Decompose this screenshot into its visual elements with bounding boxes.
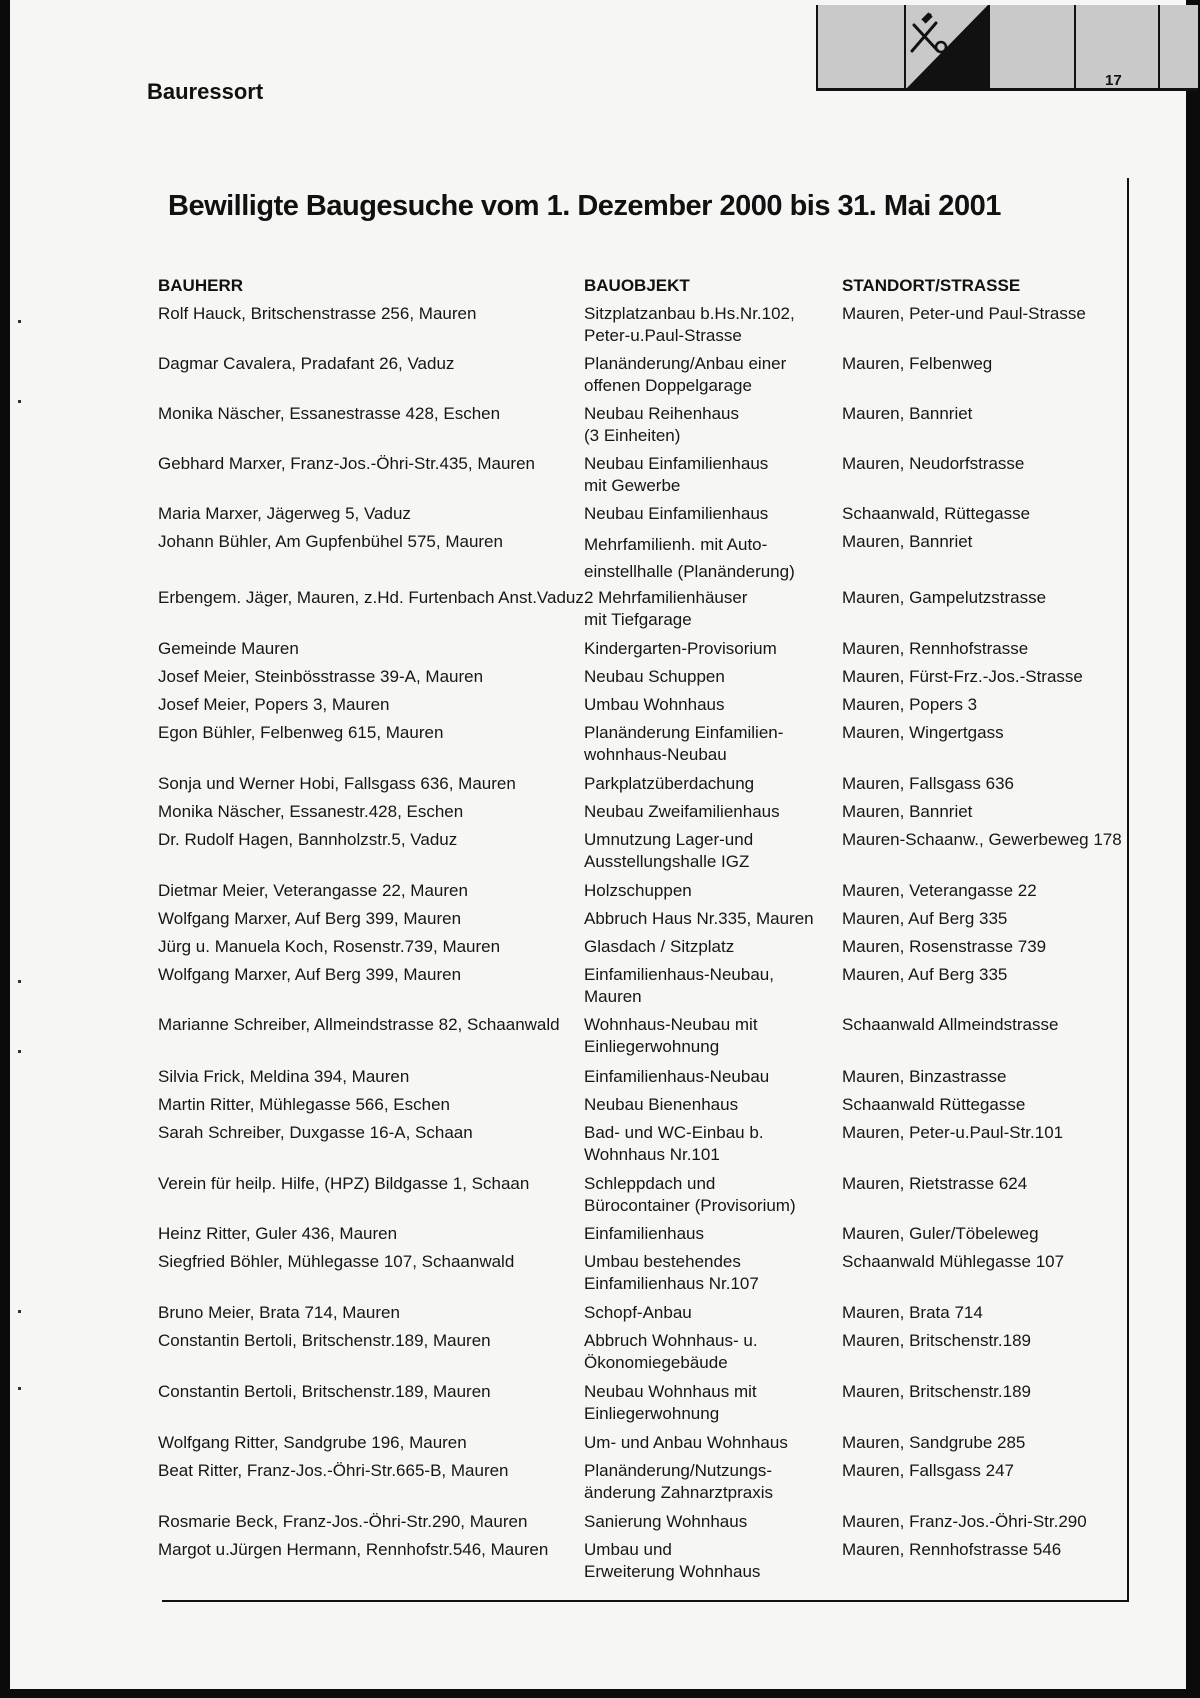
standort-cell: Mauren, Fallsgass 636	[842, 774, 1014, 793]
standort-cell: Mauren, Gampelutzstrasse	[842, 588, 1047, 607]
bauobjekt-cell: 2 Mehrfamilienhäuser mit Tiefgarage	[584, 588, 748, 629]
bauherr-cell: Constantin Bertoli, Britschenstr.189, Mauren	[158, 1331, 491, 1350]
bauobjekt-cell: Sitzplatzanbau b.Hs.Nr.102, Peter-u.Paul-Strasse	[584, 304, 795, 345]
bauobjekt-cell: Umbau und Erweiterung Wohnhaus	[584, 1540, 761, 1581]
bauherr-cell: Wolfgang Marxer, Auf Berg 399, Mauren	[158, 965, 462, 984]
page-number: 17	[1105, 72, 1122, 89]
standort-cell: Mauren, Felbenweg	[842, 354, 993, 373]
standort-cell: Mauren, Binzastrasse	[842, 1067, 1007, 1086]
standort-cell: Mauren, Rennhofstrasse	[842, 639, 1029, 658]
standort-cell: Mauren, Bannriet	[842, 404, 973, 423]
bauobjekt-cell: Kindergarten-Provisorium	[584, 639, 777, 658]
standort-cell: Schaanwald Rüttegasse	[842, 1095, 1026, 1114]
bauobjekt-cell: Bad- und WC-Einbau b. Wohnhaus Nr.101	[584, 1123, 764, 1164]
bauobjekt-cell: Abbruch Wohnhaus- u. Ökonomiegebäude	[584, 1331, 758, 1372]
bauherr-cell: Erbengem. Jäger, Mauren, z.Hd. Furtenbach Anst.Vaduz	[158, 588, 584, 607]
bauobjekt-cell: Holzschuppen	[584, 881, 692, 900]
bauobjekt-cell: Einfamilienhaus-Neubau	[584, 1067, 770, 1086]
scan-speck	[18, 1310, 21, 1313]
header-tab-strip	[816, 5, 1198, 91]
standort-cell: Mauren, Auf Berg 335	[842, 909, 1008, 928]
bauherr-cell: Sonja und Werner Hobi, Fallsgass 636, Mauren	[158, 774, 516, 793]
bauobjekt-cell: Parkplatzüberdachung	[584, 774, 755, 793]
standort-cell: Mauren, Franz-Jos.-Öhri-Str.290	[842, 1512, 1087, 1531]
bauherr-cell: Wolfgang Ritter, Sandgrube 196, Mauren	[158, 1433, 467, 1452]
scan-speck	[18, 980, 21, 983]
bauobjekt-cell: Umbau bestehendes Einfamilienhaus Nr.107	[584, 1252, 759, 1293]
bauherr-cell: Josef Meier, Popers 3, Mauren	[158, 695, 390, 714]
standort-cell: Schaanwald Mühlegasse 107	[842, 1252, 1065, 1271]
standort-cell: Mauren, Auf Berg 335	[842, 965, 1008, 984]
bauobjekt-cell: Schopf-Anbau	[584, 1303, 692, 1322]
standort-cell: Mauren, Britschenstr.189	[842, 1382, 1031, 1401]
section-label: Bauressort	[147, 79, 264, 104]
bauherr-cell: Siegfried Böhler, Mühlegasse 107, Schaanwald	[158, 1252, 515, 1271]
bauherr-cell: Wolfgang Marxer, Auf Berg 399, Mauren	[158, 909, 462, 928]
scan-speck	[18, 400, 21, 403]
bauobjekt-cell: Neubau Bienenhaus	[584, 1095, 739, 1114]
bauobjekt-cell: Einfamilienhaus	[584, 1224, 705, 1243]
standort-cell: Mauren, Britschenstr.189	[842, 1331, 1031, 1350]
bauobjekt-cell: Neubau Einfamilienhaus mit Gewerbe	[584, 454, 769, 495]
standort-cell: Mauren, Rennhofstrasse 546	[842, 1540, 1062, 1559]
column-header-standort: STANDORT/STRASSE	[842, 276, 1021, 295]
bauobjekt-cell: Einfamilienhaus-Neubau, Mauren	[584, 965, 774, 1006]
bauobjekt-cell: Planänderung/Anbau einer offenen Doppelgarage	[584, 354, 787, 395]
bauherr-cell: Bruno Meier, Brata 714, Mauren	[158, 1303, 400, 1322]
standort-cell: Mauren, Sandgrube 285	[842, 1433, 1026, 1452]
bauherr-cell: Dagmar Cavalera, Pradafant 26, Vaduz	[158, 354, 455, 373]
bauherr-cell: Gemeinde Mauren	[158, 639, 299, 658]
bauherr-cell: Monika Näscher, Essanestr.428, Eschen	[158, 802, 464, 821]
standort-cell: Mauren, Fürst-Frz.-Jos.-Strasse	[842, 667, 1083, 686]
column-header-bauherr: BAUHERR	[158, 276, 243, 295]
bauherr-cell: Heinz Ritter, Guler 436, Mauren	[158, 1224, 398, 1243]
bauobjekt-cell: Planänderung/Nutzungs- änderung Zahnarztpraxis	[584, 1461, 774, 1502]
bauobjekt-cell: Mehrfamilienh. mit Auto- einstellhalle (Planänderung)	[584, 535, 795, 581]
standort-cell: Mauren, Peter-u.Paul-Str.101	[842, 1123, 1064, 1142]
bauobjekt-cell: Neubau Wohnhaus mit Einliegerwohnung	[584, 1382, 757, 1423]
bauobjekt-cell: Schleppdach und Bürocontainer (Provisorium)	[584, 1174, 796, 1215]
bauherr-cell: Dietmar Meier, Veterangasse 22, Mauren	[158, 881, 468, 900]
standort-cell: Mauren, Wingertgass	[842, 723, 1004, 742]
standort-cell: Mauren, Fallsgass 247	[842, 1461, 1014, 1480]
bauherr-cell: Gebhard Marxer, Franz-Jos.-Öhri-Str.435, Mauren	[158, 454, 535, 473]
bauherr-cell: Rosmarie Beck, Franz-Jos.-Öhri-Str.290, Mauren	[158, 1512, 528, 1531]
standort-cell: Mauren, Popers 3	[842, 695, 978, 714]
bauobjekt-cell: Abbruch Haus Nr.335, Mauren	[584, 909, 814, 928]
bauherr-cell: Egon Bühler, Felbenweg 615, Mauren	[158, 723, 444, 742]
bauobjekt-cell: Umbau Wohnhaus	[584, 695, 725, 714]
construction-tools-icon	[904, 5, 988, 91]
standort-cell: Mauren, Rietstrasse 624	[842, 1174, 1028, 1193]
scan-speck	[18, 320, 21, 323]
bauherr-cell: Josef Meier, Steinbösstrasse 39-A, Mauren	[158, 667, 484, 686]
page-title: Bewilligte Baugesuche vom 1. Dezember 2000 bis 31. Mai 2001	[168, 190, 1001, 222]
bauobjekt-cell: Wohnhaus-Neubau mit Einliegerwohnung	[584, 1015, 758, 1056]
bauobjekt-cell: Glasdach / Sitzplatz	[584, 937, 735, 956]
bauherr-cell: Maria Marxer, Jägerweg 5, Vaduz	[158, 504, 411, 523]
bauherr-cell: Martin Ritter, Mühlegasse 566, Eschen	[158, 1095, 450, 1114]
standort-cell: Mauren, Guler/Töbeleweg	[842, 1224, 1039, 1243]
bauherr-cell: Dr. Rudolf Hagen, Bannholzstr.5, Vaduz	[158, 830, 458, 849]
bauherr-cell: Marianne Schreiber, Allmeindstrasse 82, Schaanwald	[158, 1015, 560, 1034]
standort-cell: Schaanwald, Rüttegasse	[842, 504, 1031, 523]
bauherr-cell: Constantin Bertoli, Britschenstr.189, Mauren	[158, 1382, 491, 1401]
standort-cell: Mauren, Peter-und Paul-Strasse	[842, 304, 1086, 323]
bauherr-cell: Sarah Schreiber, Duxgasse 16-A, Schaan	[158, 1123, 473, 1142]
bauobjekt-cell: Neubau Schuppen	[584, 667, 725, 686]
bauobjekt-cell: Neubau Reihenhaus (3 Einheiten)	[584, 404, 740, 445]
bottom-border-line	[162, 1600, 1129, 1602]
standort-cell: Schaanwald Allmeindstrasse	[842, 1015, 1059, 1034]
standort-cell: Mauren, Veterangasse 22	[842, 881, 1037, 900]
bauherr-cell: Rolf Hauck, Britschenstrasse 256, Mauren	[158, 304, 477, 323]
standort-cell: Mauren-Schaanw., Gewerbeweg 178	[842, 830, 1122, 849]
scan-speck	[18, 1387, 21, 1390]
bauobjekt-cell: Umnutzung Lager-und Ausstellungshalle IGZ	[584, 830, 754, 871]
standort-cell: Mauren, Brata 714	[842, 1303, 983, 1322]
bauherr-cell: Jürg u. Manuela Koch, Rosenstr.739, Mauren	[158, 937, 501, 956]
bauherr-cell: Monika Näscher, Essanestrasse 428, Eschen	[158, 404, 501, 423]
document-page	[10, 0, 1186, 1689]
scan-speck	[18, 1050, 21, 1053]
bauherr-cell: Verein für heilp. Hilfe, (HPZ) Bildgasse 1, Schaan	[158, 1174, 530, 1193]
bauherr-cell: Margot u.Jürgen Hermann, Rennhofstr.546, Mauren	[158, 1540, 549, 1559]
standort-cell: Mauren, Neudorfstrasse	[842, 454, 1025, 473]
bauherr-cell: Johann Bühler, Am Gupfenbühel 575, Mauren	[158, 532, 503, 551]
bauherr-cell: Silvia Frick, Meldina 394, Mauren	[158, 1067, 410, 1086]
standort-cell: Mauren, Bannriet	[842, 802, 973, 821]
bauobjekt-cell: Um- und Anbau Wohnhaus	[584, 1433, 788, 1452]
bauobjekt-cell: Neubau Zweifamilienhaus	[584, 802, 780, 821]
standort-cell: Mauren, Rosenstrasse 739	[842, 937, 1047, 956]
standort-cell: Mauren, Bannriet	[842, 532, 973, 551]
bauobjekt-cell: Planänderung Einfamilien- wohnhaus-Neubau	[584, 723, 784, 764]
bauherr-cell: Beat Ritter, Franz-Jos.-Öhri-Str.665-B, Mauren	[158, 1461, 509, 1480]
bauobjekt-cell: Neubau Einfamilienhaus	[584, 504, 769, 523]
bauobjekt-cell: Sanierung Wohnhaus	[584, 1512, 748, 1531]
column-header-bauobjekt: BAUOBJEKT	[584, 276, 690, 295]
